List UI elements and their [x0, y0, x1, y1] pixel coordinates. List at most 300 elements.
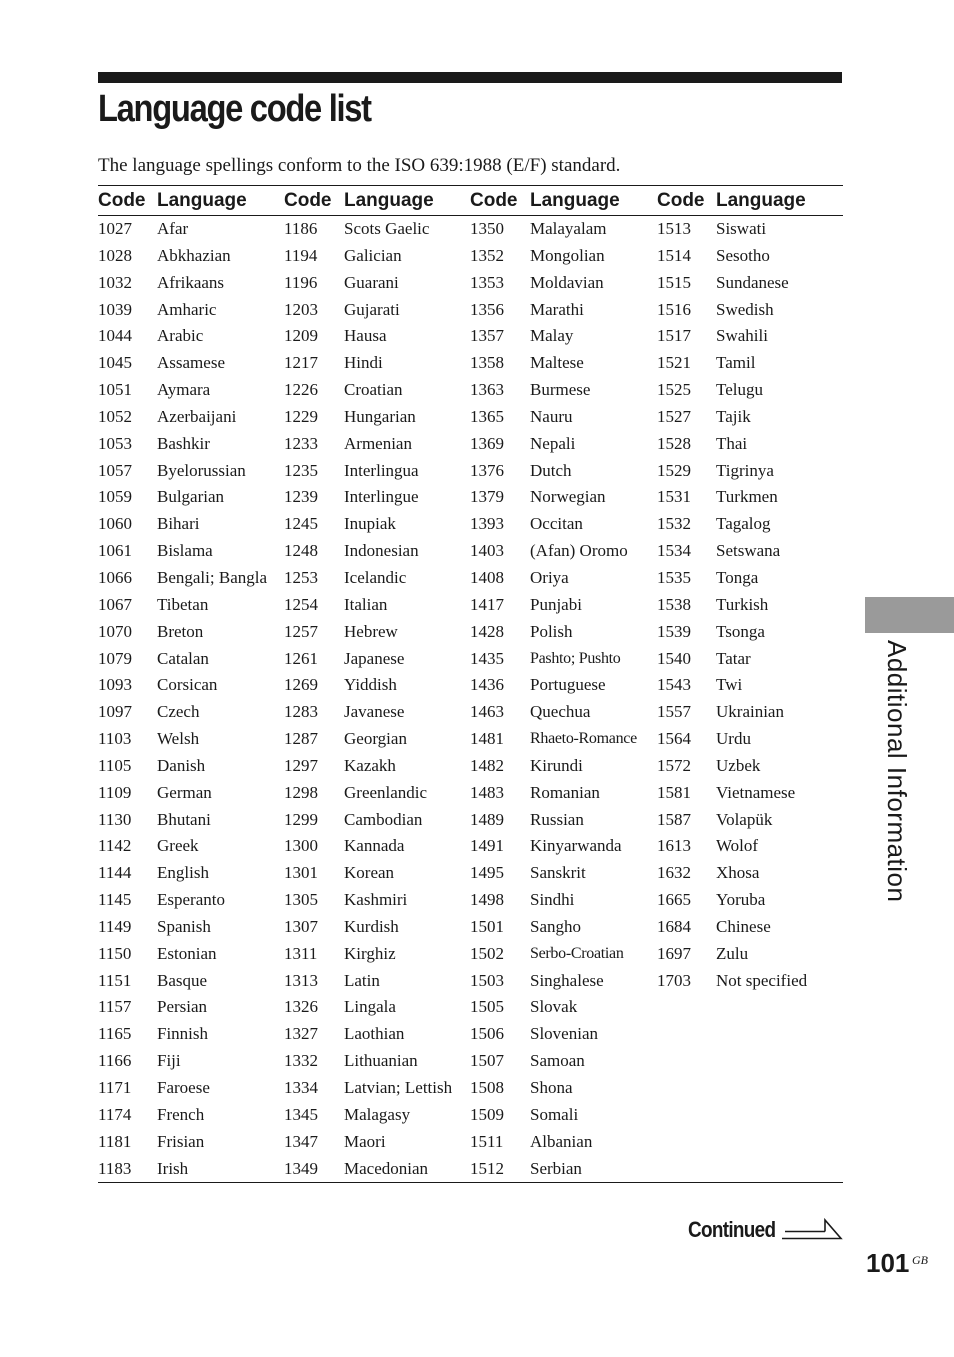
- language-name: Oriya: [530, 567, 569, 587]
- language-code: 1502: [470, 943, 504, 963]
- language-name: Kannada: [344, 836, 405, 856]
- language-code: 1358: [470, 353, 504, 373]
- language-code: 1379: [470, 487, 504, 507]
- language-code: 1097: [98, 702, 132, 722]
- language-code: 1509: [470, 1104, 504, 1124]
- intro-text: The language spellings conform to the ISO 639:1988 (E/F) standard.: [98, 155, 621, 176]
- language-code: 1514: [657, 245, 691, 265]
- language-name: Armenian: [344, 433, 412, 453]
- language-code: 1684: [657, 916, 691, 936]
- language-name: Icelandic: [344, 567, 407, 587]
- table-row: [98, 1048, 843, 1075]
- language-code: 1508: [470, 1078, 504, 1097]
- language-name: Gujarati: [344, 299, 400, 319]
- language-code: 1067: [98, 594, 132, 614]
- continued-label: Continued: [688, 1217, 776, 1242]
- language-code: 1301: [284, 863, 318, 883]
- table-row: [98, 1021, 843, 1048]
- language-name: Vietnamese: [716, 782, 796, 802]
- table-row: [98, 511, 843, 538]
- language-code: 1105: [98, 755, 132, 775]
- language-code: 1393: [470, 514, 504, 534]
- language-name: Aymara: [157, 380, 211, 400]
- language-name: Indonesian: [344, 541, 419, 561]
- language-code: 1209: [284, 326, 318, 346]
- language-code: 1196: [284, 272, 318, 292]
- language-name: Sanskrit: [530, 863, 586, 883]
- language-code: 1481: [470, 729, 504, 749]
- language-code: 1183: [98, 1158, 132, 1178]
- language-code: 1357: [470, 326, 504, 346]
- language-name: Turkish: [716, 594, 769, 614]
- language-name: Setswana: [716, 541, 781, 561]
- language-name: Punjabi: [530, 594, 582, 614]
- language-code: 1363: [470, 380, 504, 400]
- language-name: Dutch: [530, 460, 572, 480]
- language-code: 1298: [284, 782, 318, 802]
- header-code: Code: [470, 190, 518, 211]
- language-name: Japanese: [344, 648, 405, 668]
- header-language: Language: [530, 190, 620, 211]
- language-code: 1311: [284, 943, 318, 963]
- header-code: Code: [657, 190, 705, 211]
- language-code: 1103: [98, 729, 132, 749]
- language-name: Abkhazian: [157, 245, 231, 265]
- language-code: 1512: [470, 1158, 504, 1178]
- language-code: 1517: [657, 326, 691, 346]
- language-name: Slovenian: [530, 1024, 598, 1044]
- table-row: [98, 484, 843, 511]
- language-code: 1352: [470, 245, 504, 265]
- language-name: Spanish: [157, 916, 211, 936]
- language-name: Serbo-Croatian: [530, 944, 624, 962]
- language-code: 1045: [98, 353, 132, 373]
- language-code: 1253: [284, 567, 318, 587]
- language-name: Nepali: [530, 433, 576, 453]
- language-code: 1495: [470, 863, 504, 883]
- table-row: [98, 699, 843, 726]
- language-name: Javanese: [344, 702, 405, 722]
- table-row: [98, 565, 843, 592]
- language-code: 1403: [470, 541, 504, 561]
- language-code: 1297: [284, 755, 318, 775]
- language-code: 1313: [284, 970, 318, 990]
- language-name: Greek: [157, 836, 199, 856]
- language-name: Tibetan: [157, 594, 209, 614]
- header-language: Language: [344, 190, 434, 211]
- language-name: Latin: [344, 970, 380, 990]
- language-code: 1539: [657, 621, 691, 641]
- table-row: [98, 350, 843, 377]
- language-code: 1233: [284, 433, 318, 453]
- language-name: Ukrainian: [716, 702, 784, 722]
- language-name: Azerbaijani: [157, 406, 237, 426]
- language-name: Bashkir: [157, 433, 210, 453]
- language-code: 1527: [657, 406, 691, 426]
- language-code: 1059: [98, 487, 132, 507]
- language-code: 1369: [470, 433, 504, 453]
- language-name: Siswati: [716, 219, 767, 238]
- language-name: Volapük: [716, 809, 773, 829]
- language-name: Breton: [157, 621, 204, 641]
- language-code: 1145: [98, 890, 132, 910]
- language-code: 1349: [284, 1158, 318, 1178]
- language-code: 1632: [657, 863, 691, 883]
- table-row: [98, 1129, 843, 1156]
- language-code: 1166: [98, 1051, 132, 1071]
- language-code: 1326: [284, 997, 318, 1017]
- page-region-suffix: GB: [912, 1253, 928, 1267]
- table-row: [98, 914, 843, 941]
- header-code: Code: [284, 190, 332, 211]
- language-code: 1572: [657, 755, 691, 775]
- language-name: Romanian: [530, 782, 600, 802]
- table-body: [98, 216, 843, 1182]
- language-code: 1181: [98, 1131, 132, 1151]
- language-name: Swahili: [716, 326, 768, 346]
- language-code: 1254: [284, 594, 318, 614]
- language-code: 1408: [470, 567, 504, 587]
- language-code: 1226: [284, 380, 318, 400]
- language-name: Samoan: [530, 1051, 585, 1071]
- language-name: Malagasy: [344, 1104, 411, 1124]
- language-name: Assamese: [157, 353, 225, 373]
- language-name: Finnish: [157, 1024, 209, 1044]
- language-name: Inupiak: [344, 514, 396, 534]
- language-name: Somali: [530, 1104, 579, 1124]
- language-name: Georgian: [344, 729, 407, 749]
- language-name: Italian: [344, 594, 388, 614]
- table-row: [98, 968, 843, 995]
- language-code: 1501: [470, 916, 504, 936]
- language-name: Tatar: [716, 648, 751, 668]
- language-name: Yiddish: [344, 675, 397, 695]
- language-code: 1345: [284, 1104, 318, 1124]
- language-name: Malay: [530, 326, 574, 346]
- language-code: 1581: [657, 782, 691, 802]
- language-code: 1070: [98, 621, 132, 641]
- language-code: 1283: [284, 702, 318, 722]
- language-code: 1327: [284, 1024, 318, 1044]
- language-name: Tsonga: [716, 621, 765, 641]
- language-name: Sesotho: [716, 245, 770, 265]
- language-code: 1109: [98, 782, 132, 802]
- language-name: Kurdish: [344, 916, 399, 936]
- language-code: 1506: [470, 1024, 504, 1044]
- language-code: 1203: [284, 299, 318, 319]
- language-name: Serbian: [530, 1158, 582, 1178]
- table-row: [98, 377, 843, 404]
- language-code: 1057: [98, 460, 132, 480]
- language-name: Thai: [716, 433, 748, 453]
- language-name: Interlingue: [344, 487, 419, 507]
- language-name: Bhutani: [157, 809, 211, 829]
- language-name: Tonga: [716, 567, 759, 587]
- language-name: Telugu: [716, 380, 763, 400]
- language-name: Frisian: [157, 1131, 205, 1151]
- table-row: [98, 538, 843, 565]
- side-tab-label: Additional Information: [882, 640, 912, 903]
- language-code: 1052: [98, 406, 132, 426]
- table-row: [98, 780, 843, 807]
- table-row: [98, 887, 843, 914]
- language-code: 1287: [284, 729, 318, 749]
- language-code-table: [98, 185, 843, 1183]
- table-row: [98, 216, 843, 243]
- language-code: 1503: [470, 970, 504, 990]
- language-code: 1066: [98, 567, 132, 587]
- language-code: 1516: [657, 299, 691, 319]
- language-name: Corsican: [157, 675, 218, 695]
- table-row: [98, 619, 843, 646]
- language-name: Maltese: [530, 353, 584, 373]
- language-code: 1229: [284, 406, 318, 426]
- language-name: Tajik: [716, 406, 751, 426]
- language-name: Singhalese: [530, 970, 604, 990]
- language-name: Sundanese: [716, 272, 789, 292]
- language-code: 1061: [98, 541, 132, 561]
- language-name: Kashmiri: [344, 890, 408, 910]
- language-code: 1350: [470, 219, 504, 238]
- language-code: 1171: [98, 1078, 132, 1097]
- language-code: 1483: [470, 782, 504, 802]
- language-name: Fiji: [157, 1051, 181, 1071]
- language-code: 1186: [284, 219, 318, 238]
- language-code: 1299: [284, 809, 318, 829]
- language-name: Portuguese: [530, 675, 606, 695]
- language-code: 1248: [284, 541, 318, 561]
- language-code: 1032: [98, 272, 132, 292]
- language-code: 1093: [98, 675, 132, 695]
- language-name: Persian: [157, 997, 208, 1017]
- language-name: Hausa: [344, 326, 387, 346]
- language-name: Byelorussian: [157, 460, 246, 480]
- language-code: 1151: [98, 970, 132, 990]
- language-code: 1144: [98, 863, 132, 883]
- language-name: Guarani: [344, 272, 399, 292]
- language-code: 1534: [657, 541, 691, 561]
- language-code: 1525: [657, 380, 691, 400]
- language-code: 1435: [470, 648, 504, 668]
- arrow-right-icon: [781, 1218, 843, 1242]
- language-name: Tigrinya: [716, 460, 774, 480]
- language-code: 1044: [98, 326, 132, 346]
- language-code: 1376: [470, 460, 504, 480]
- language-name: Occitan: [530, 514, 583, 534]
- language-code: 1463: [470, 702, 504, 722]
- table-row: [98, 323, 843, 350]
- language-name: Macedonian: [344, 1158, 429, 1178]
- language-code: 1505: [470, 997, 504, 1017]
- language-code: 1535: [657, 567, 691, 587]
- language-name: Marathi: [530, 299, 584, 319]
- language-code: 1587: [657, 809, 691, 829]
- language-code: 1079: [98, 648, 132, 668]
- language-name: Bislama: [157, 541, 213, 561]
- language-code: 1217: [284, 353, 318, 373]
- table-row: [98, 753, 843, 780]
- language-name: French: [157, 1104, 205, 1124]
- language-name: Zulu: [716, 943, 749, 963]
- language-code: 1543: [657, 675, 691, 695]
- table-row: [98, 726, 843, 753]
- language-code: 1482: [470, 755, 504, 775]
- language-name: Latvian; Lettish: [344, 1078, 453, 1097]
- language-name: Moldavian: [530, 272, 604, 292]
- table-row: [98, 994, 843, 1021]
- language-name: Urdu: [716, 729, 751, 749]
- language-name: Basque: [157, 970, 208, 990]
- language-code: 1540: [657, 648, 691, 668]
- language-code: 1347: [284, 1131, 318, 1151]
- language-name: Bihari: [157, 514, 200, 534]
- language-code: 1051: [98, 380, 132, 400]
- language-name: (Afan) Oromo: [530, 541, 628, 561]
- table-row: [98, 1156, 843, 1183]
- language-code: 1491: [470, 836, 504, 856]
- language-code: 1703: [657, 970, 691, 990]
- language-name: Laothian: [344, 1024, 405, 1044]
- language-code: 1235: [284, 460, 318, 480]
- language-name: Galician: [344, 245, 402, 265]
- language-code: 1353: [470, 272, 504, 292]
- language-code: 1334: [284, 1078, 318, 1097]
- language-name: Swedish: [716, 299, 774, 319]
- table-row: [98, 807, 843, 834]
- language-code: 1356: [470, 299, 504, 319]
- table-row: [98, 404, 843, 431]
- language-name: Maori: [344, 1131, 386, 1151]
- table-row: [98, 860, 843, 887]
- language-code: 1257: [284, 621, 318, 641]
- table-row: [98, 458, 843, 485]
- language-name: Faroese: [157, 1078, 210, 1097]
- language-name: Amharic: [157, 299, 217, 319]
- language-code: 1532: [657, 514, 691, 534]
- language-name: Lithuanian: [344, 1051, 418, 1071]
- language-code: 1498: [470, 890, 504, 910]
- table-row: [98, 833, 843, 860]
- language-name: English: [157, 863, 209, 883]
- language-code: 1142: [98, 836, 132, 856]
- language-name: Afrikaans: [157, 272, 225, 292]
- language-code: 1194: [284, 245, 318, 265]
- language-name: Greenlandic: [344, 782, 428, 802]
- table-row: [98, 941, 843, 968]
- language-name: Uzbek: [716, 755, 761, 775]
- language-name: Norwegian: [530, 487, 606, 507]
- language-name: Korean: [344, 863, 395, 883]
- language-name: Mongolian: [530, 245, 605, 265]
- language-name: Slovak: [530, 997, 578, 1017]
- top-rule: [98, 72, 842, 83]
- language-name: Malayalam: [530, 219, 607, 238]
- header-language: Language: [716, 190, 806, 211]
- table-row: [98, 592, 843, 619]
- language-name: Xhosa: [716, 863, 760, 883]
- language-code: 1300: [284, 836, 318, 856]
- language-code: 1436: [470, 675, 504, 695]
- language-name: Not specified: [716, 970, 808, 990]
- language-code: 1507: [470, 1051, 504, 1071]
- table-header-row: [98, 186, 843, 216]
- language-name: Bengali; Bangla: [157, 567, 268, 587]
- language-name: Chinese: [716, 916, 771, 936]
- language-code: 1538: [657, 594, 691, 614]
- language-code: 1697: [657, 943, 691, 963]
- language-name: Hebrew: [344, 621, 398, 641]
- table-row: [98, 431, 843, 458]
- table-bottom-rule: [98, 1182, 843, 1183]
- language-name: Shona: [530, 1078, 573, 1097]
- language-code: 1521: [657, 353, 691, 373]
- language-code: 1245: [284, 514, 318, 534]
- table-row: [98, 297, 843, 324]
- language-code: 1564: [657, 729, 691, 749]
- table-row: [98, 243, 843, 270]
- language-code: 1307: [284, 916, 318, 936]
- page-number: 101: [866, 1248, 910, 1278]
- language-code: 1332: [284, 1051, 318, 1071]
- table-row: [98, 1075, 843, 1102]
- language-name: Kirundi: [530, 755, 583, 775]
- language-name: Kirghiz: [344, 943, 396, 963]
- language-code: 1165: [98, 1024, 132, 1044]
- language-code: 1149: [98, 916, 132, 936]
- language-code: 1528: [657, 433, 691, 453]
- language-name: Irish: [157, 1158, 189, 1178]
- language-name: Wolof: [716, 836, 759, 856]
- table-row: [98, 270, 843, 297]
- language-name: Nauru: [530, 406, 573, 426]
- table-row: [98, 672, 843, 699]
- language-code: 1027: [98, 219, 132, 238]
- language-name: Kazakh: [344, 755, 396, 775]
- language-code: 1513: [657, 219, 691, 238]
- language-name: Twi: [716, 675, 743, 695]
- language-name: Russian: [530, 809, 584, 829]
- language-name: Polish: [530, 621, 573, 641]
- language-name: Quechua: [530, 702, 591, 722]
- language-name: Hindi: [344, 353, 383, 373]
- language-name: Catalan: [157, 648, 209, 668]
- table-row: [98, 646, 843, 673]
- language-code: 1053: [98, 433, 132, 453]
- language-name: Czech: [157, 702, 200, 722]
- language-code: 1489: [470, 809, 504, 829]
- header-code: Code: [98, 190, 146, 211]
- language-name: Burmese: [530, 380, 591, 400]
- language-code: 1150: [98, 943, 132, 963]
- language-name: Afar: [157, 219, 189, 238]
- language-name: Estonian: [157, 943, 217, 963]
- language-code: 1060: [98, 514, 132, 534]
- language-name: Tamil: [716, 353, 756, 373]
- language-name: Turkmen: [716, 487, 778, 507]
- language-code: 1130: [98, 809, 132, 829]
- language-code: 1531: [657, 487, 691, 507]
- language-code: 1529: [657, 460, 691, 480]
- language-name: Lingala: [344, 997, 396, 1017]
- language-name: Hungarian: [344, 406, 416, 426]
- language-name: Bulgarian: [157, 487, 225, 507]
- language-name: Yoruba: [716, 890, 766, 910]
- language-name: German: [157, 782, 212, 802]
- language-code: 1239: [284, 487, 318, 507]
- header-language: Language: [157, 190, 247, 211]
- language-code: 1028: [98, 245, 132, 265]
- language-code: 1174: [98, 1104, 132, 1124]
